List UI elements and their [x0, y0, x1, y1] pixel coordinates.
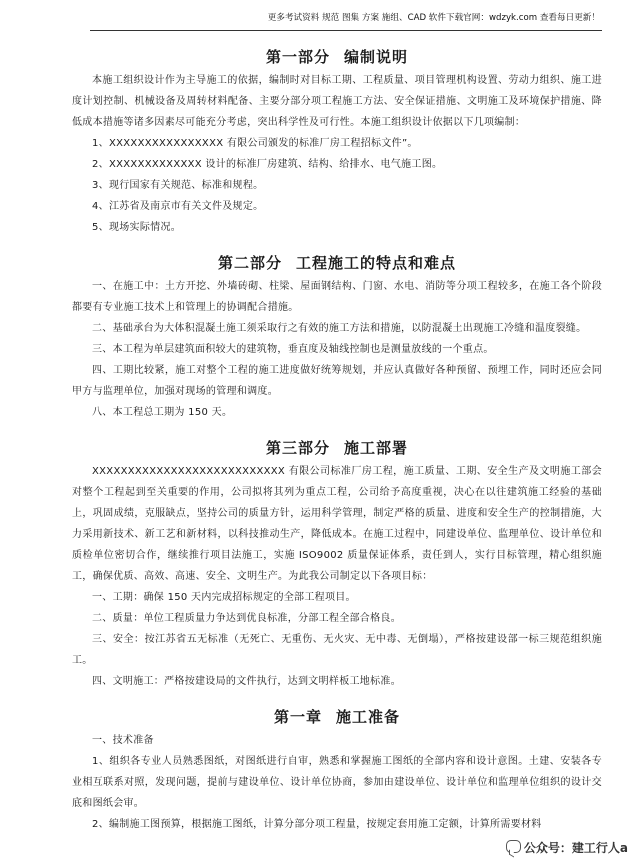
paragraph: 三、安全：按江苏省五无标准（无死亡、无重伤、无火灾、无中毒、无倒塌），严格按建设部一标三规范组织施工。 — [72, 634, 602, 666]
chapter-heading — [72, 706, 602, 728]
section-heading-number: 第二部分 — [217, 254, 282, 272]
paragraph: 四、文明施工：严格按建设局的文件执行，达到文明样板工地标准。 — [92, 676, 401, 687]
list-item: 4、江苏省及南京市有关文件及规定。 — [92, 201, 264, 212]
header-text: 更多考试资料 规范 图集 方案 施组、CAD 软件下载官网：wdzyk.com 查看每日更新！ — [267, 13, 600, 23]
list-item: 3、现行国家有关规范、标准和规程。 — [92, 180, 264, 191]
page-header — [0, 10, 638, 26]
header-rule — [90, 30, 602, 31]
section-features-difficulties — [72, 252, 602, 423]
watermark — [502, 838, 632, 857]
document-body — [72, 42, 602, 835]
section-construction-deployment — [72, 437, 602, 692]
paragraph: 一、工期：确保 150 天内完成招标规定的全部工程项目。 — [92, 592, 356, 603]
chapter-heading-number: 第一章 — [273, 708, 322, 726]
section-construction-preparation — [72, 706, 602, 835]
list-item: 5、现场实际情况。 — [92, 222, 182, 233]
paragraph: XXXXXXXXXXXXXXXXXXXXXXXXXXX 有限公司标准厂房工程，施工质量、工期、安全生产及文明施工部会对整个工程起到至关重要的作用，公司拟将其列为重点工程，公司给予高度重视，决心在以往建筑施工经验的基础上，巩固成绩，克服缺点，坚持公司的质量方针，运用科学管理，制定严格的质量、进度和安全生产的控制措施，大力采用新技术、新工艺和新材料，以科技推动生产，降低成本。在施工过程中，同建设单位、监理单位、设计单位和质检单位密切合作，继续推行项目法施工，实施 ISO9002 质量保证体系，责任到人，实行目标管理，精心组织施工，确保优质、高效、高速、安全、文明生产。为此我公司制定以下各项目标： — [72, 466, 602, 582]
chat-bubble-icon — [506, 840, 521, 853]
list-item: 1、XXXXXXXXXXXXXXXX 有限公司颁发的标准厂房工程招标文件”。 — [92, 138, 418, 149]
section-heading-number: 第三部分 — [265, 439, 330, 457]
section-heading — [72, 437, 602, 459]
section-heading-title: 施工部署 — [344, 439, 409, 457]
subheading: 一、技术准备 — [92, 735, 154, 746]
paragraph: 二、质量：单位工程质量力争达到优良标准，分部工程全部合格良。 — [92, 613, 401, 624]
paragraph: 三、本工程为单层建筑面积较大的建筑物，垂直度及轴线控制也是测量放线的一个重点。 — [92, 344, 494, 355]
section-heading-title: 编制说明 — [344, 48, 409, 66]
paragraph: 四、工期比较紧，施工对整个工程的施工进度做好统筹规划，并应认真做好各种预留、预埋工作，同时还应会同甲方与监理单位，加强对现场的管理和调度。 — [72, 365, 602, 397]
paragraph: 一、在施工中：土方开挖、外墙砖砌、柱梁、屋面钢结构、门窗、水电、消防等分项工程较多，在施工各个阶段都要有专业施工技术上和管理上的协调配合措施。 — [72, 281, 602, 313]
section-heading-title: 工程施工的特点和难点 — [296, 254, 457, 272]
watermark-text: 公众号：建工行人a — [523, 841, 628, 855]
section-heading-number: 第一部分 — [265, 48, 330, 66]
paragraph: 二、基础承台为大体积混凝土施工须采取行之有效的施工方法和措施，以防混凝土出现施工冷缝和温度裂缝。 — [92, 323, 587, 334]
list-item: 2、XXXXXXXXXXXXX 设计的标准厂房建筑、结构、给排水、电气施工图。 — [92, 159, 443, 170]
paragraph: 2、编制施工图预算，根据施工图纸，计算分部分项工程量，按规定套用施工定额，计算所需要材料 — [92, 819, 542, 830]
paragraph: 本施工组织设计作为主导施工的依据，编制时对目标工期、工程质量、项目管理机构设置、劳动力组织、施工进度计划控制、机械设备及周转材料配备、主要分部分项工程施工方法、安全保证措施、文明施工及环境保护措施、降低成本措施等诸多因素尽可能充分考虑，突出科学性及可行性。本施工组织设计依据以下几项编制： — [72, 75, 602, 128]
paragraph: 1、组织各专业人员熟悉图纸，对图纸进行自审，熟悉和掌握施工图纸的全部内容和设计意图。土建、安装各专业相互联系对照，发现问题，提前与建设单位、设计单位协商，参加由建设单位、设计单位和监理单位组织的设计交底和图纸会审。 — [72, 756, 602, 809]
paragraph: 八、本工程总工期为 150 天。 — [92, 407, 233, 418]
section-heading — [72, 46, 602, 68]
section-compilation-notes — [72, 46, 602, 238]
chapter-heading-title: 施工准备 — [336, 708, 401, 726]
section-heading — [72, 252, 602, 274]
